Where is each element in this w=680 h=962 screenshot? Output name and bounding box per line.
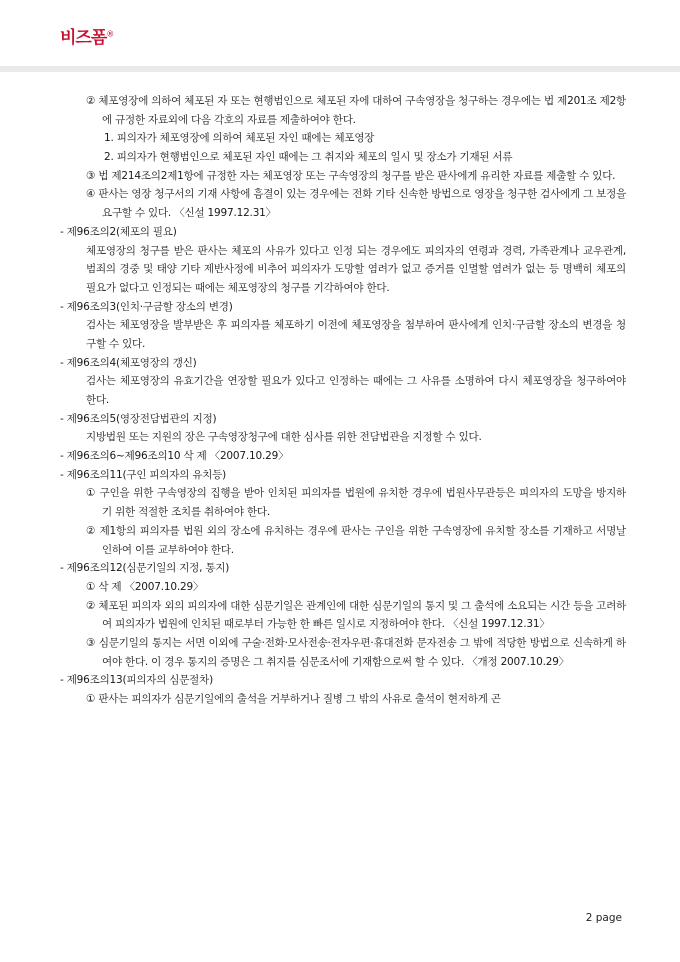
list-marker: ① bbox=[86, 580, 96, 593]
list-marker: ① bbox=[86, 487, 96, 500]
page-number: 2 page bbox=[585, 912, 622, 924]
paragraph-text: 체포된 피의자 외의 피의자에 대한 심문기일은 관계인에 대한 심문기일의 통지 및 그 출석에 소요되는 시간 등을 고려하여 피의자가 법원에 인치된 때로부터 가능한 한 빠른 일시로 지정하여야 한다. 〈신설 1997.12.31〉 bbox=[98, 599, 627, 631]
list-marker: - bbox=[60, 300, 64, 313]
document-paragraph bbox=[86, 242, 626, 298]
header-divider bbox=[0, 66, 680, 72]
list-marker: ③ bbox=[86, 169, 96, 182]
document-paragraph bbox=[60, 410, 626, 429]
paragraph-text: 제96조의13(피의자의 심문절차) bbox=[66, 674, 213, 687]
document-body bbox=[60, 92, 626, 709]
paragraph-text: 구인을 위한 구속영장의 집행을 받아 인치된 피의자를 법원에 유치한 경우에 법원사무관등은 피의자의 도망을 방지하기 위한 적절한 조치를 취하여야 한다. bbox=[99, 487, 626, 519]
paragraph-text: 제96조의4(체포영장의 갱신) bbox=[66, 356, 197, 369]
list-marker: ② bbox=[86, 599, 96, 612]
paragraph-text: 피의자가 현행범인으로 체포된 자인 때에는 그 취지와 체포의 일시 및 장소가 기재된 서류 bbox=[116, 151, 513, 164]
document-paragraph bbox=[86, 92, 626, 129]
paragraph-text: 피의자가 체포영장에 의하여 체포된 자인 때에는 체포영장 bbox=[116, 132, 375, 145]
document-paragraph bbox=[60, 447, 626, 466]
paragraph-text: 제96조의2(체포의 필요) bbox=[66, 225, 177, 238]
document-paragraph bbox=[86, 185, 626, 222]
document-paragraph bbox=[86, 578, 626, 597]
document-paragraph bbox=[104, 148, 626, 167]
document-paragraph bbox=[60, 671, 626, 690]
registered-mark-icon: ® bbox=[106, 29, 114, 39]
page-header bbox=[0, 0, 680, 68]
paragraph-text: 삭 제 〈2007.10.29〉 bbox=[98, 580, 204, 593]
paragraph-text: 체포영장에 의하여 체포된 자 또는 현행범인으로 체포된 자에 대하여 구속영장을 청구하는 경우에는 법 제201조 제2항에 규정한 자료외에 다음 각호의 자료를 제출하여야 한다. bbox=[98, 95, 627, 126]
document-paragraph bbox=[60, 354, 626, 373]
document-paragraph bbox=[86, 428, 626, 447]
paragraph-text: 제96조의5(영장전담법관의 지정) bbox=[66, 412, 217, 425]
logo-text: 비즈폼 bbox=[60, 28, 107, 48]
document-paragraph bbox=[86, 372, 626, 409]
list-marker: - bbox=[60, 356, 64, 369]
document-paragraph bbox=[86, 522, 626, 559]
document-paragraph bbox=[86, 634, 626, 671]
paragraph-text: 제96조의3(인치·구금할 장소의 변경) bbox=[66, 300, 233, 313]
document-paragraph bbox=[60, 559, 626, 578]
paragraph-text: 검사는 체포영장의 유효기간을 연장할 필요가 있다고 인정하는 때에는 그 사유를 소명하여 다시 체포영장을 청구하여야 한다. bbox=[86, 375, 626, 406]
document-paragraph bbox=[86, 597, 626, 634]
list-marker: - bbox=[60, 468, 64, 481]
list-marker: 2. bbox=[104, 151, 114, 164]
document-paragraph bbox=[104, 129, 626, 148]
list-marker: 1. bbox=[104, 132, 114, 145]
document-paragraph bbox=[60, 298, 626, 317]
list-marker: ② bbox=[86, 95, 96, 107]
list-marker: - bbox=[60, 412, 64, 425]
document-paragraph bbox=[86, 484, 626, 521]
document-paragraph bbox=[60, 223, 626, 242]
paragraph-text: 지방법원 또는 지원의 장은 구속영장청구에 대한 심사를 위한 전담법관을 지정할 수 있다. bbox=[86, 431, 482, 444]
list-marker: ② bbox=[86, 524, 96, 537]
paragraph-text: 판사는 피의자가 심문기일에의 출석을 거부하거나 질병 그 밖의 사유로 출석이 현저하게 곤 bbox=[98, 693, 501, 705]
document-paragraph bbox=[86, 316, 626, 353]
list-marker: - bbox=[60, 562, 64, 575]
paragraph-text: 제1항의 피의자를 법원 외의 장소에 유치하는 경우에 판사는 구인을 위한 구속영장에 유치할 장소를 기재하고 서명날인하여 이를 교부하여야 한다. bbox=[99, 524, 627, 556]
document-paragraph bbox=[60, 466, 626, 485]
paragraph-text: 제96조의12(심문기일의 지정, 통지) bbox=[66, 562, 230, 575]
paragraph-text: 체포영장의 청구를 받은 판사는 체포의 사유가 있다고 인정 되는 경우에도 피의자의 연령과 경력, 가족관계나 교우관계, 범죄의 경중 및 태양 기타 제반사정에 비추어 피의자가 도망할 염려가 없고 증거를 인멸할 염려가 없는 등 명백히 체포의 필요가 없다고 인정되는 때에는 체포영장의 청구를 기각하여야 한다. bbox=[86, 244, 626, 294]
paragraph-text: 심문기일의 통지는 서면 이외에 구술·전화·모사전송·전자우편·휴대전화 문자전송 그 밖에 적당한 방법으로 신속하게 하여야 한다. 이 경우 통지의 증명은 그 취지를 심문조서에 기재함으로써 할 수 있다. 〈개정 2007.10.29〉 bbox=[98, 636, 627, 668]
paragraph-text: 검사는 체포영장을 발부받은 후 피의자를 체포하기 이전에 체포영장을 첨부하여 판사에게 인치·구금할 장소의 변경을 청구할 수 있다. bbox=[86, 319, 626, 350]
list-marker: ④ bbox=[86, 188, 96, 201]
paragraph-text: 제96조의11(구인 피의자의 유치등) bbox=[66, 468, 227, 481]
list-marker: - bbox=[60, 674, 64, 687]
document-paragraph bbox=[86, 690, 626, 709]
paragraph-text: 판사는 영장 청구서의 기재 사항에 흠결이 있는 경우에는 전화 기타 신속한 방법으로 영장을 청구한 검사에게 그 보정을 요구할 수 있다. 〈신설 1997.12.31〉 bbox=[98, 188, 627, 220]
list-marker: ③ bbox=[86, 636, 96, 649]
paragraph-text: 법 제214조의2제1항에 규정한 자는 체포영장 또는 구속영장의 청구를 받은 판사에게 유리한 자료를 제출할 수 있다. bbox=[98, 169, 616, 182]
document-paragraph bbox=[86, 167, 626, 186]
list-marker: ① bbox=[86, 693, 96, 705]
list-marker: - bbox=[60, 225, 64, 238]
bizform-logo bbox=[60, 30, 113, 47]
paragraph-text: 제96조의6~제96조의10 삭 제 〈2007.10.29〉 bbox=[66, 450, 289, 463]
list-marker: - bbox=[60, 450, 64, 463]
